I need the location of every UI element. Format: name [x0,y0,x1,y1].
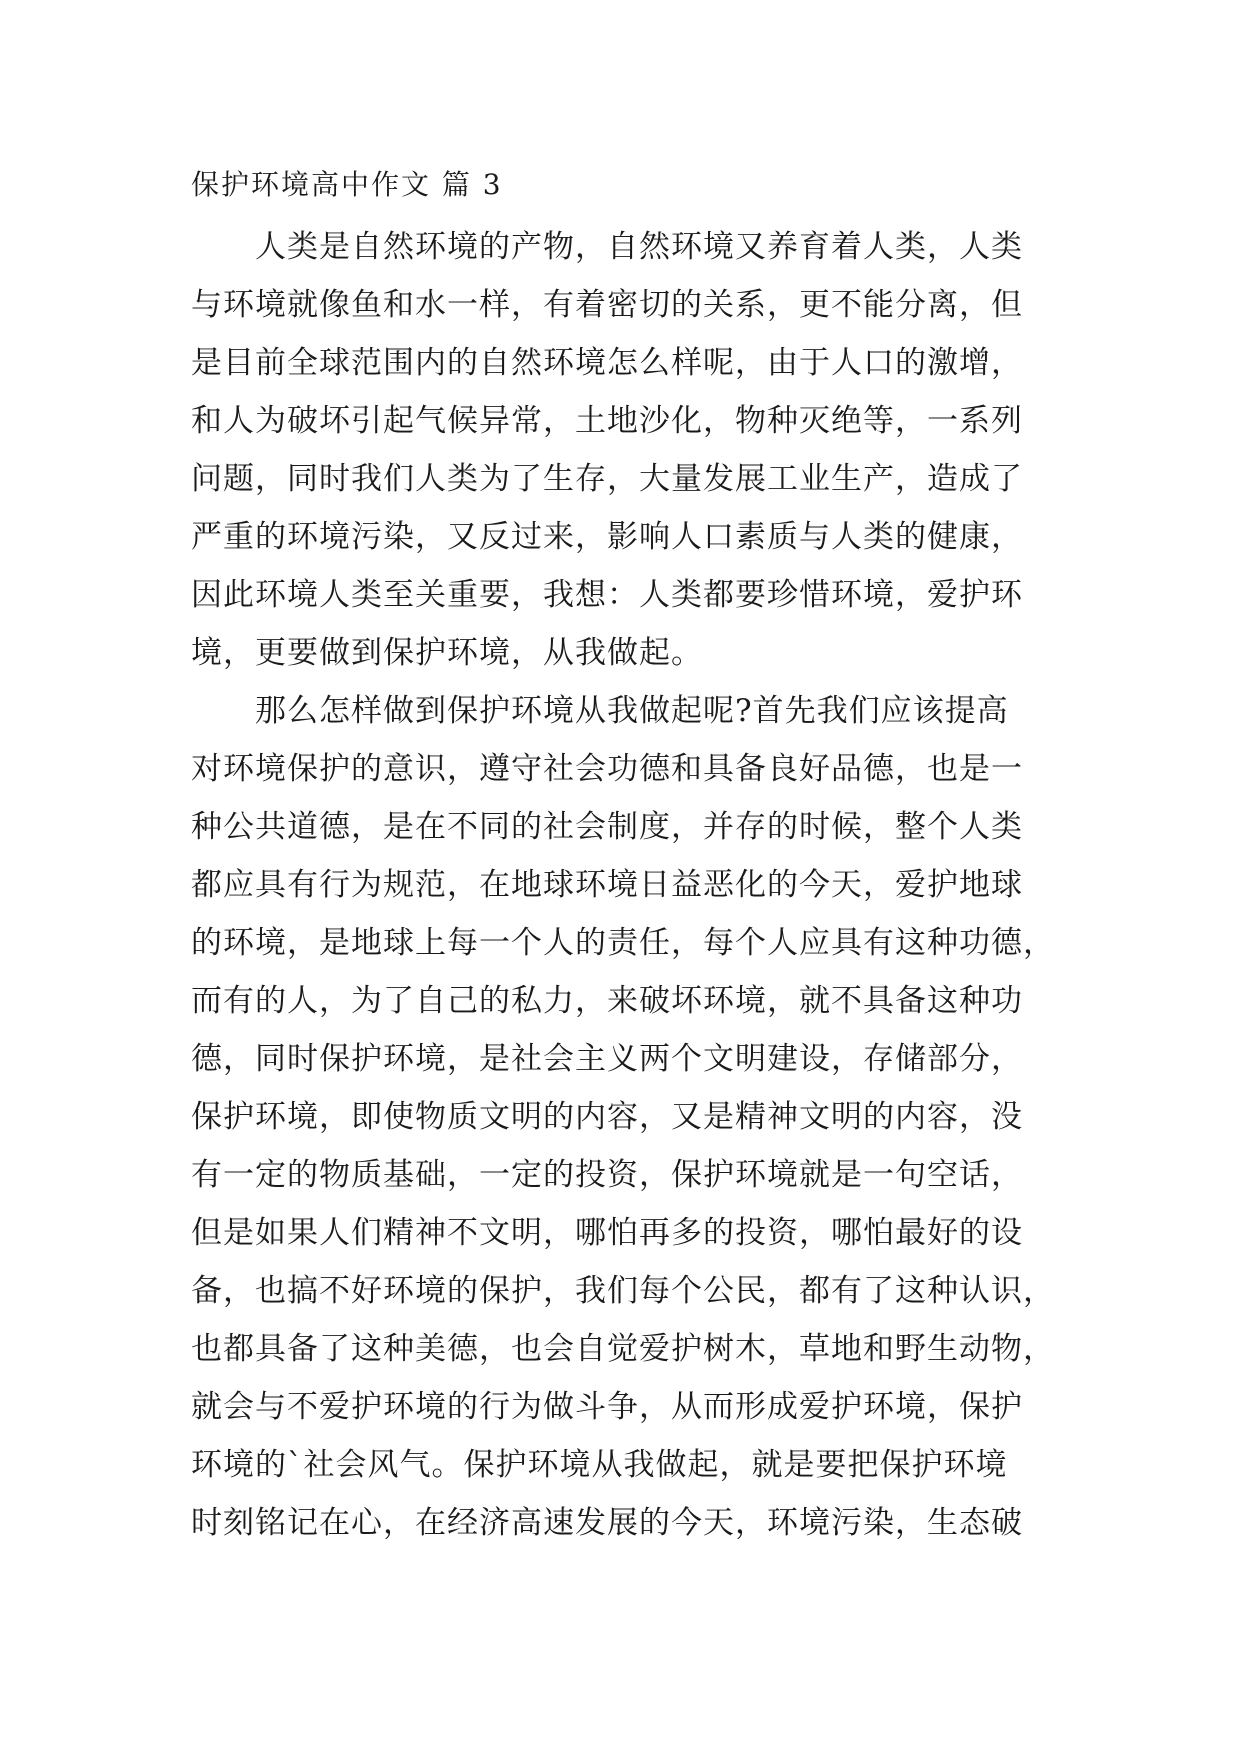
text-line: 环境的`社会风气。保护环境从我做起，就是要把保护环境 [191,1447,1008,1483]
text-line: 那么怎样做到保护环境从我做起呢?首先我们应该提高 [191,693,1009,729]
text-line: 德，同时保护环境，是社会主义两个文明建设，存储部分， [191,1041,1023,1077]
text-line: 就会与不爱护环境的行为做斗争，从而形成爱护环境，保护 [191,1389,1023,1425]
text-line: 保护环境，即使物质文明的内容，又是精神文明的内容，没 [191,1099,1023,1135]
document-title: 保护环境高中作文 篇 3 [191,168,503,201]
text-line: 也都具备了这种美德，也会自觉爱护树木，草地和野生动物， [191,1331,1055,1367]
paragraph-1 [191,218,1071,682]
text-line: 是目前全球范围内的自然环境怎么样呢，由于人口的激增， [191,345,1023,381]
text-line: 与环境就像鱼和水一样，有着密切的关系，更不能分离，但 [191,287,1023,323]
text-line: 而有的人，为了自己的私力，来破坏环境，就不具备这种功 [191,983,1023,1019]
text-line: 种公共道德，是在不同的社会制度，并存的时候，整个人类 [191,809,1023,845]
text-line: 严重的环境污染，又反过来，影响人口素质与人类的健康， [191,519,1023,555]
text-line: 问题，同时我们人类为了生存，大量发展工业生产，造成了 [191,461,1023,497]
text-line: 都应具有行为规范，在地球环境日益恶化的今天，爱护地球 [191,867,1023,903]
text-line: 备，也搞不好环境的保护，我们每个公民，都有了这种认识， [191,1273,1055,1309]
text-line: 境，更要做到保护环境，从我做起。 [191,635,703,671]
text-line: 但是如果人们精神不文明，哪怕再多的投资，哪怕最好的设 [191,1215,1023,1251]
text-line: 的环境，是地球上每一个人的责任，每个人应具有这种功德， [191,925,1055,961]
text-line: 时刻铭记在心，在经济高速发展的今天，环境污染，生态破 [191,1505,1023,1541]
text-line: 有一定的物质基础，一定的投资，保护环境就是一句空话， [191,1157,1023,1193]
text-line: 和人为破坏引起气候异常，土地沙化，物种灭绝等，一系列 [191,403,1023,439]
text-line: 因此环境人类至关重要，我想：人类都要珍惜环境，爱护环 [191,577,1023,613]
text-line: 人类是自然环境的产物，自然环境又养育着人类，人类 [191,229,1023,265]
text-line: 对环境保护的意识，遵守社会功德和具备良好品德，也是一 [191,751,1023,787]
paragraph-2 [191,682,1071,1552]
document-body [191,218,1071,1552]
